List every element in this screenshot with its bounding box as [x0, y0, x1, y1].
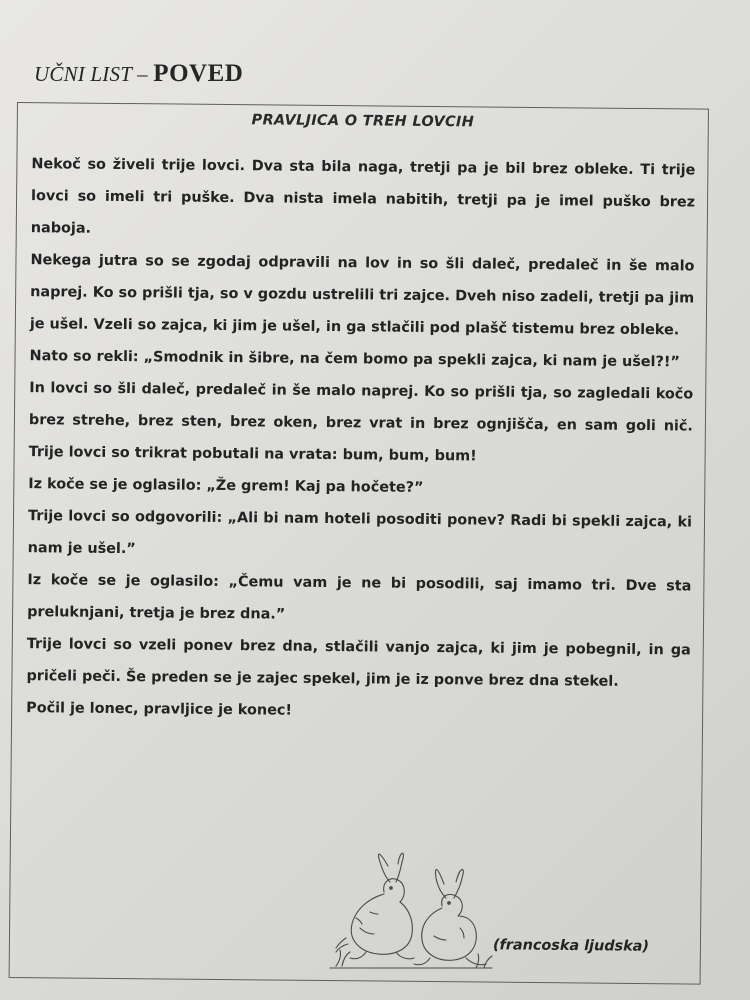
story-paragraph-2: Nekega jutra so se zgodaj odpravili na lov in so šli daleč, predaleč in še malo naprej. Ko so prišli tja, so v gozdu ustrelili tri zajce. Dveh niso zadeli, tretji pa jim je ušel. Vzeli so zajca, ki jim je ušel, in ga stlačili pod plašč tistemu brez obleke.: [29, 252, 695, 339]
story-paragraph-4: In lovci so šli daleč, predaleč in še malo naprej. Ko so prišli tja, so zagledali kočo brez strehe, brez sten, brez oken, brez vrat in brez ognjišča, en sam goli nič. Trije lovci so trikrat pobutali na vrata: bum, bum, bum!: [28, 380, 694, 465]
story-paragraph-9: Počil je lonec, pravljice je konec!: [26, 700, 293, 719]
story-text: [26, 148, 695, 730]
story-title: PRAVLJICA O TREH LOVCIH: [251, 112, 475, 131]
story-source: (francoska ljudska): [492, 937, 650, 955]
story-paragraph-5: Iz koče se je oglasilo: „Že grem! Kaj pa hočete?”: [28, 476, 424, 496]
story-paragraph-8: Trije lovci so vzeli ponev brez dna, stlačili vanjo zajca, ki jim je pobegnil, in ga pričeli peči. Še preden se je zajec spekel, jim je iz ponve brez dna stekel.: [26, 636, 691, 690]
story-paragraph-1: Nekoč so živeli trije lovci. Dva sta bila naga, tretji pa je bil brez obleke. Ti trije lovci so imeli tri puške. Dva nista imela nabitih, tretji pa je imel puško brez naboja.: [30, 156, 696, 237]
story-paragraph-7: Iz koče se je oglasilo: „Čemu vam je ne bi posodili, saj imamo tri. Dve sta preluknjani, tretja je brez dna.”: [27, 572, 692, 623]
worksheet-label: UČNI LIST –: [34, 62, 154, 86]
worksheet-header: [34, 60, 243, 88]
story-paragraph-6: Trije lovci so odgovorili: „Ali bi nam hoteli posoditi ponev? Radi bi spekli zajca, ki nam je ušel.”: [27, 508, 693, 558]
worksheet-title: POVED: [153, 60, 244, 87]
story-paragraph-3: Nato so rekli: „Smodnik in šibre, na čem bomo pa spekli zajca, ki nam je ušel?!”: [29, 348, 680, 371]
rabbits-illustration-icon: [326, 848, 496, 973]
